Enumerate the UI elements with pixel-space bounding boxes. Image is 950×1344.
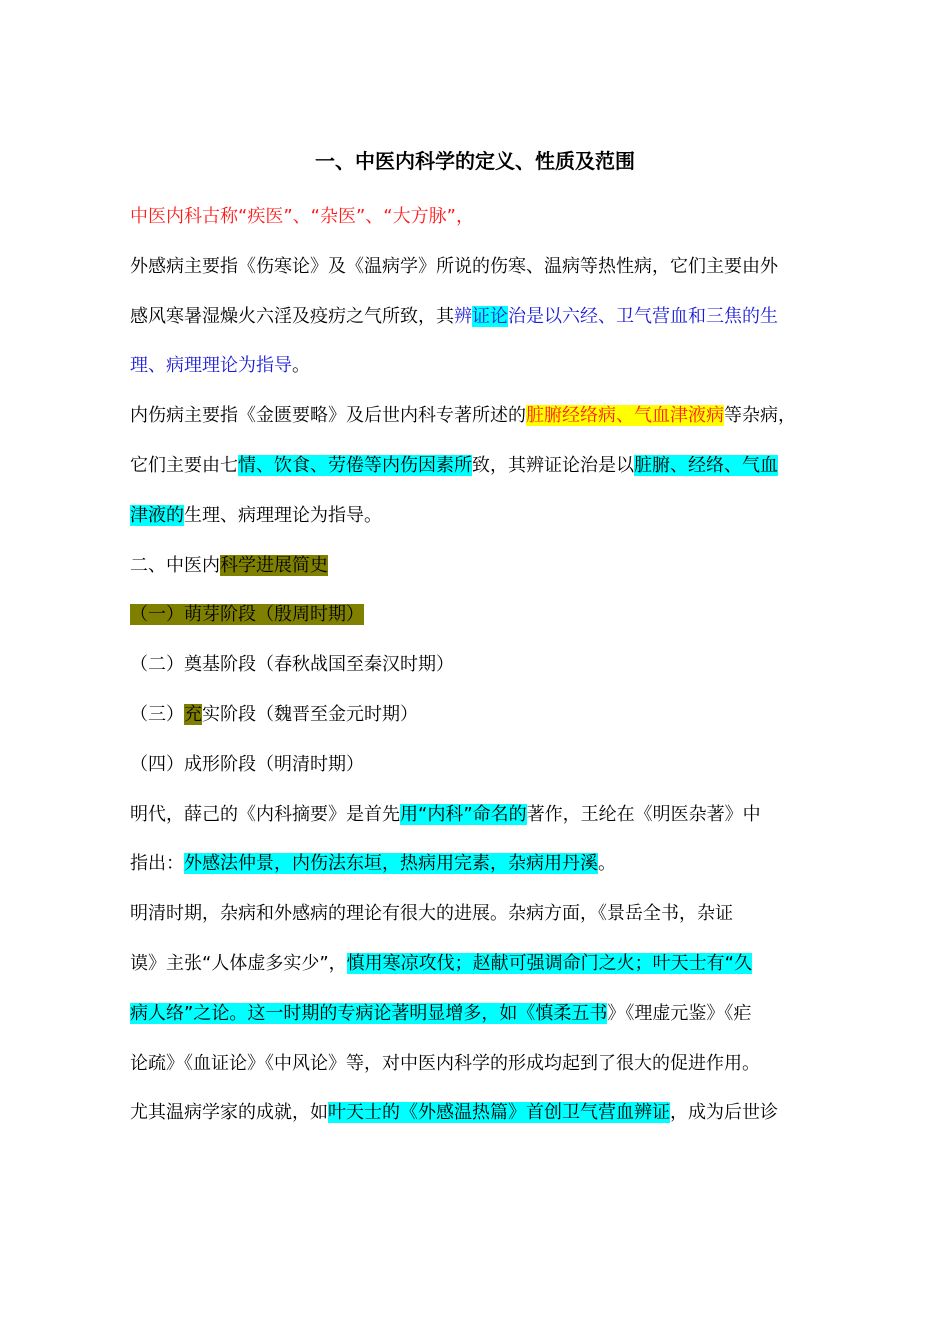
text-line: [130, 502, 382, 530]
text-line: [130, 452, 778, 480]
text-segment: 实阶段（魏晋至金元时期）: [202, 704, 418, 725]
highlighted-text: 脏腑经络病、气血津液病: [526, 405, 724, 426]
highlighted-text: 科学进展简史: [220, 555, 328, 576]
text-segment: 辨: [454, 306, 472, 327]
text-line: [130, 950, 752, 978]
text-segment: （三）: [130, 704, 184, 725]
highlighted-text: 证论: [472, 306, 508, 327]
highlighted-text: 病人络”之论。这一时期的专病论著明显增多，如《慎柔五书: [130, 1003, 608, 1024]
text-segment: 等杂病，: [724, 405, 796, 426]
highlighted-text: 慎用寒凉攻伐；赵献可强调命门之火；叶天士有“久: [346, 953, 752, 974]
text-line: [130, 203, 474, 231]
text-segment: ，成为后世诊: [670, 1102, 778, 1123]
text-segment: 。: [292, 355, 310, 376]
text-segment: 感风寒暑湿燥火六淫及疫疠之气所致，其: [130, 306, 454, 327]
highlighted-text: 外感法仲景，内伤法东垣，热病用完素，杂病用丹溪: [184, 853, 598, 874]
text-line: [130, 253, 778, 281]
highlighted-text: 津液的: [130, 505, 184, 526]
text-line: [130, 601, 364, 629]
text-segment: （二）奠基阶段（春秋战国至秦汉时期）: [130, 654, 454, 675]
text-segment: 论疏》《血证论》《中风论》等，对中医内科学的形成均起到了很大的促进作用。: [130, 1053, 760, 1074]
text-segment: 外感病主要指《伤寒论》及《温病学》所说的伤寒、温病等热性病，它们主要由外: [130, 256, 778, 277]
highlighted-text: 充: [184, 704, 202, 725]
text-segment: （四）成形阶段（明清时期）: [130, 754, 364, 775]
text-segment: 内伤病主要指《金匮要略》及后世内科专著所述的: [130, 405, 526, 426]
text-line: [130, 1099, 778, 1127]
text-segment: 明代，薛己的《内科摘要》是首先: [130, 804, 400, 825]
text-segment: 生理、病理理论为指导。: [184, 505, 382, 526]
text-line: [130, 1000, 751, 1028]
text-segment: 谟》主张“人体虚多实少”，: [130, 953, 347, 974]
text-line: [130, 900, 733, 928]
text-line: [130, 552, 328, 580]
text-line: [130, 651, 454, 679]
text-line: [130, 352, 310, 380]
text-segment: 理、病理理论为指导: [130, 355, 292, 376]
text-line: [130, 402, 796, 430]
text-line: [130, 850, 616, 878]
highlighted-text: （一）萌芽阶段（殷周时期）: [130, 604, 364, 625]
text-segment: 致，其辨证论治是以: [472, 455, 634, 476]
text-line: [130, 1050, 760, 1078]
text-segment: 中医内科古称“疾医”、“杂医”、“大方脉”，: [130, 206, 474, 227]
highlighted-text: 脏腑、经络、气血: [634, 455, 778, 476]
text-line: [130, 801, 761, 829]
section-title: 一、中医内科学的定义、性质及范围: [315, 149, 635, 173]
text-segment: 尤其温病学家的成就，如: [130, 1102, 328, 1123]
text-segment: 二、中医内: [130, 555, 220, 576]
text-segment: 治是以六经、卫气营血和三焦的生: [508, 306, 778, 327]
highlighted-text: 情、饮食、劳倦等内伤因素所: [238, 455, 472, 476]
text-segment: 明清时期，杂病和外感病的理论有很大的进展。杂病方面，《景岳全书，杂证: [130, 903, 733, 924]
text-line: [130, 751, 364, 779]
text-line: [130, 701, 418, 729]
text-segment: 它们主要由七: [130, 455, 238, 476]
text-segment: 》《理虚元鉴》《疟: [607, 1003, 752, 1024]
text-line: [130, 303, 778, 331]
text-segment: 。: [598, 853, 616, 874]
highlighted-text: 用“内科”命名的: [400, 804, 527, 825]
highlighted-text: 叶天士的《外感温热篇》首创卫气营血辨证: [328, 1102, 670, 1123]
text-segment: 著作，王纶在《明医杂著》中: [526, 804, 761, 825]
text-segment: 指出：: [130, 853, 184, 874]
